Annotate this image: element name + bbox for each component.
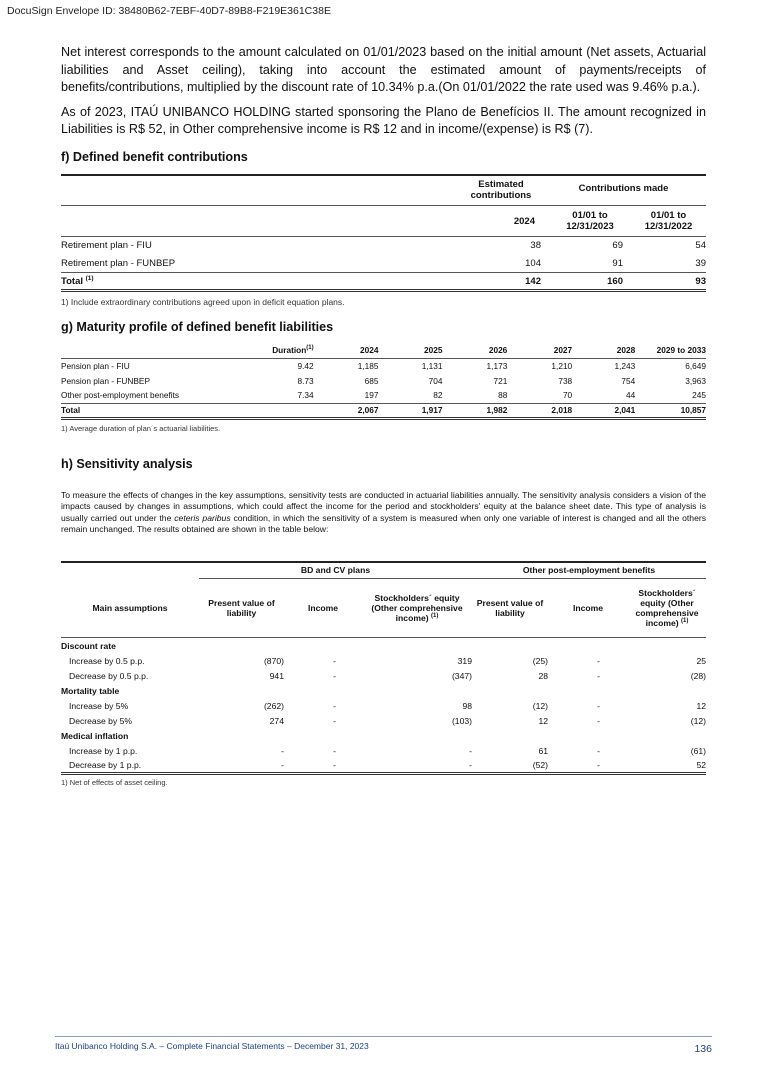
cell: 104 [525, 257, 541, 269]
section-g-footnote: 1) Average duration of plan´s actuarial liabilities. [61, 423, 221, 433]
cell: - [597, 671, 600, 681]
table-row [61, 388, 706, 403]
cell: 61 [538, 746, 548, 756]
col-2029-2033: 2029 to 2033 [656, 344, 706, 355]
cell: 1,185 [357, 360, 379, 371]
cell: 6,649 [685, 360, 706, 371]
cell: 8.73 [297, 375, 314, 386]
cell: (52) [532, 760, 548, 771]
total-row [61, 273, 706, 291]
row-label: Decrease by 5% [69, 716, 133, 726]
section-f-heading: f) Defined benefit contributions [61, 149, 248, 164]
total-label: Total [61, 405, 81, 415]
cell: 12 [538, 716, 548, 726]
cell: - [469, 746, 472, 756]
docusign-envelope-id: DocuSign Envelope ID: 38480B62-7EBF-40D7-89B8-F219E361C38E [7, 5, 331, 17]
col-main-assumptions: Main assumptions [92, 602, 168, 613]
contributions-table [61, 174, 706, 293]
cell: 7.34 [297, 390, 314, 401]
cell: 39 [695, 257, 706, 269]
cell: 941 [269, 671, 284, 681]
intro-paragraph-2: As of 2023, ITAÚ UNIBANCO HOLDING started sponsoring the Plano de Benefícios II. The amount recognized in Liabilities is R$ 52, in Other comprehensive income is R$ 12 and in income/(expense) is R$ (7). [61, 104, 706, 136]
cell: (61) [690, 746, 706, 756]
cell: 2,018 [551, 405, 573, 415]
cell: 25 [696, 656, 706, 666]
group-title: Medical inflation [61, 731, 129, 741]
col-2028: 2028 [616, 344, 636, 355]
cell: 91 [612, 257, 623, 269]
section-h-footnote: 1) Net of effects of asset ceiling. [61, 778, 168, 787]
table-row [61, 699, 706, 714]
cell: 704 [428, 375, 443, 386]
cell: 52 [696, 760, 706, 771]
total-row [61, 403, 706, 418]
sensitivity-table [61, 561, 706, 776]
footnote-marker: (1) [681, 618, 689, 625]
group-title: Mortality table [61, 686, 120, 696]
description-italic: ceteris paribus [174, 512, 231, 523]
cell: 197 [364, 390, 379, 401]
cell: - [597, 701, 600, 711]
table-row [61, 669, 706, 684]
cell: 70 [562, 390, 573, 401]
page-content [61, 44, 706, 787]
col-2022: 01/01 to 12/31/2022 [644, 210, 693, 232]
col-2027: 2027 [553, 344, 573, 355]
cell: 93 [695, 275, 706, 287]
col-2023: 01/01 to 12/31/2023 [566, 210, 614, 232]
cell: 142 [525, 275, 541, 287]
cell: 2,041 [614, 405, 636, 415]
section-f-footnote: 1) Include extraordinary contributions agreed upon in deficit equation plans. [61, 297, 345, 307]
cell: 685 [364, 375, 379, 386]
table-row [61, 237, 706, 255]
cell: 10,857 [680, 405, 706, 415]
cell: - [597, 656, 600, 666]
cell: 1,917 [421, 405, 443, 415]
table-row [61, 714, 706, 729]
table-row [61, 744, 706, 759]
row-label: Pension plan - FUNBEP [61, 375, 151, 386]
cell: - [333, 656, 336, 666]
cell: 1,243 [614, 360, 636, 371]
intro-paragraph-1: Net interest corresponds to the amount calculated on 01/01/2023 based on the initial amount (Net assets, Actuarial liabilities and Asset ceiling), taking into account the estimated amount of payments/receipts of benefits/contributions, multiplied by the discount rate of 10.34% p.a.(On 01/01/2022 the rate used was 9.46% p.a.). [61, 45, 706, 94]
section-g-heading: g) Maturity profile of defined benefit liabilities [61, 320, 334, 334]
cell: - [333, 671, 336, 681]
footnote-marker: (1) [306, 344, 314, 351]
table-row [61, 255, 706, 273]
page-footer [55, 1036, 712, 1055]
section-h-heading: h) Sensitivity analysis [61, 456, 193, 471]
cell: (103) [451, 716, 472, 726]
row-label: Other post-employment benefits [61, 390, 180, 401]
table-row [61, 759, 706, 774]
group-title: Discount rate [61, 640, 116, 651]
col-income: Income [307, 603, 339, 613]
cell: (12) [532, 701, 548, 711]
cell: 9.42 [297, 360, 314, 371]
cell: 3,963 [685, 375, 706, 386]
cell: (870) [263, 656, 284, 666]
cell: 738 [558, 375, 573, 386]
col-duration: Duration [272, 344, 307, 355]
description-part: To measure the effects of changes in the key assumptions, sensitivity tests are conducted in actuarial liabilities annually. The sensitivity analysis considers a vision of the impacts caused by changes in assumptions, which could affect the income for the period and stockholders' equity at the balance sheet date. This type of analysis is usually carried out under the [61, 489, 706, 523]
cell: 274 [269, 716, 284, 726]
row-label: Increase by 5% [69, 701, 129, 711]
cell: - [333, 716, 336, 726]
col-2024: 2024 [513, 215, 535, 227]
cell: 319 [457, 656, 472, 666]
description-part: condition, in which the sensitivity of a system is measured when only one variable of interest is changed and all the others remain unchanged. The results obtained are shown in the table below: [61, 512, 707, 534]
contributions-made-header: Contributions made [578, 182, 669, 194]
col-equity: Stockholders´ equity (Other comprehensive income) [371, 593, 463, 623]
col-pv-liability: Present value of liability [208, 598, 275, 618]
row-label: Increase by 0.5 p.p. [69, 656, 145, 666]
cell: - [333, 701, 336, 711]
row-label: Retirement plan - FIU [61, 240, 152, 252]
table-row [61, 358, 706, 373]
col-2025: 2025 [423, 344, 443, 355]
cell: - [333, 760, 336, 771]
cell: (347) [451, 671, 472, 681]
estimated-contributions-header: Estimated contributions [470, 179, 532, 202]
cell: 1,131 [421, 360, 443, 371]
row-label: Decrease by 1 p.p. [69, 760, 142, 771]
group-bd-cv: BD and CV plans [199, 562, 472, 579]
cell: 54 [695, 240, 706, 252]
footer-document-title: Itaú Unibanco Holding S.A. – Complete Financial Statements – December 31, 2023 [55, 1041, 369, 1051]
cell: - [281, 746, 284, 756]
cell [227, 403, 314, 418]
row-label: Increase by 1 p.p. [69, 746, 138, 756]
cell: - [597, 746, 600, 756]
row-label: Retirement plan - FUNBEP [61, 257, 176, 269]
row-label: Pension plan - FIU [61, 360, 130, 371]
cell: 160 [607, 275, 623, 287]
cell: 754 [621, 375, 636, 386]
cell: 1,982 [486, 405, 508, 415]
col-income-other: Income [572, 603, 604, 613]
cell: 245 [692, 390, 706, 401]
table-row [61, 373, 706, 388]
cell: - [333, 746, 336, 756]
cell: 69 [612, 240, 623, 252]
cell: 721 [493, 375, 508, 386]
cell: 12 [696, 701, 706, 711]
cell: 1,210 [551, 360, 573, 371]
cell: 1,173 [486, 360, 508, 371]
cell: - [281, 760, 284, 771]
footnote-marker: (1) [85, 274, 94, 282]
footnote-marker: (1) [431, 613, 439, 620]
col-2024: 2024 [360, 344, 379, 355]
cell: 38 [530, 240, 541, 252]
col-pv-liability-other: Present value of liability [476, 598, 544, 618]
cell: - [597, 760, 600, 771]
cell: (262) [263, 701, 284, 711]
sensitivity-description [61, 490, 706, 536]
cell: 98 [462, 701, 472, 711]
col-equity-other: Stockholders´ equity (Other comprehensive income) [635, 588, 699, 628]
header-row [61, 342, 706, 358]
total-label: Total [61, 276, 83, 288]
cell: (12) [690, 716, 706, 726]
cell: - [469, 760, 472, 771]
cell: (28) [690, 671, 706, 681]
page-number: 136 [694, 1043, 712, 1055]
row-label: Decrease by 0.5 p.p. [69, 671, 149, 681]
group-other-benefits: Other post-employment benefits [472, 562, 706, 579]
cell: 28 [538, 671, 548, 681]
cell: 2,067 [357, 405, 379, 415]
table-row [61, 654, 706, 669]
cell: (25) [532, 656, 548, 666]
cell: 88 [498, 390, 508, 401]
maturity-table [61, 342, 706, 420]
cell: 82 [433, 390, 443, 401]
col-2026: 2026 [488, 344, 508, 355]
cell: - [597, 716, 600, 726]
cell: 44 [626, 390, 636, 401]
